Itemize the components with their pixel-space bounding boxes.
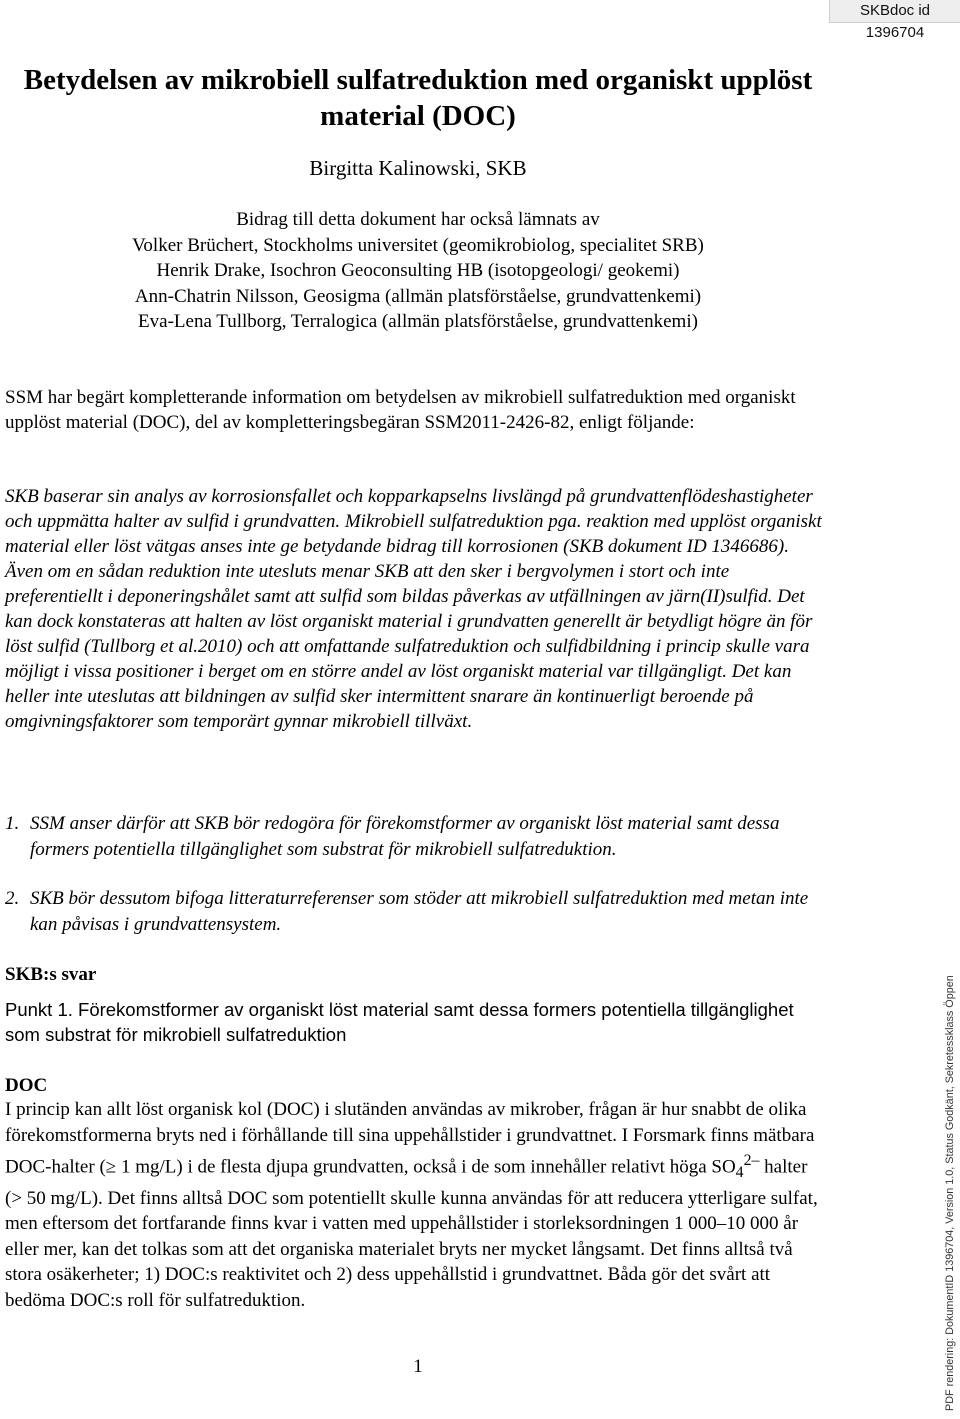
- contributor-line: Volker Brüchert, Stockholms universitet (geomikrobiolog, specialitet SRB): [132, 234, 704, 256]
- pdf-rendering-text: PDF rendering: DokumentID 1396704, Version 1.0, Status Godkänt, Sekretessklass Öppen: [944, 975, 956, 1411]
- list-item-text: SSM anser därför att SKB bör redogöra för förekomstformer av organiskt löst material samt dessa formers potentiella tillgänglighet som substrat för mikrobiell sulfatreduktion.: [30, 813, 780, 860]
- sulfate-superscript: 2–: [743, 1152, 760, 1169]
- title-line-2: material (DOC): [320, 100, 516, 132]
- geq-symbol: ≥: [105, 1156, 117, 1178]
- document-id-label: SKBdoc id 1396704: [829, 0, 960, 23]
- sulfate-subscript: 4: [735, 1164, 744, 1182]
- doc-paragraph-part-3: halter (> 50 mg/L). Det finns alltså DOC som potentiellt skulle kunna användas för att reducera ytterligare sulfat, men eftersom det fortfarande finns kvar i vatten med uppehållstider i storleksordningen 1 000–10 000 år eller mer, kan det tolkas som att det organiska materialet bryts ner mycket långsamt. Det finns alltså två stora osäkerheter; 1) DOC:s reaktivitet och 2) dess uppehållstid i grundvattnet. Båda gör det svårt att bedöma DOC:s roll för sulfatreduktion.: [5, 1156, 818, 1311]
- answer-heading: SKB:s svar: [5, 964, 97, 985]
- list-item-text: SKB bör dessutom bifoga litteraturreferenser som stöder att mikrobiell sulfatreduktion med metan inte kan påvisas i grundvattensystem.: [30, 888, 809, 935]
- pdf-rendering-footer: [938, 971, 958, 1411]
- doc-paragraph-part-1: I princip kan allt löst organisk kol (DOC) i slutänden användas av mikrober, frågan är hur snabbt de olika förekomstformerna bryts ned i förhållande till sina uppehållstider i grundvattnet. I Forsmark finns mätbara DOC-halter (: [5, 1099, 815, 1178]
- list-item-number: 1.: [5, 813, 20, 834]
- document-title: [0, 62, 836, 134]
- title-line-1: Betydelsen av mikrobiell sulfatreduktion med organiskt upplöst: [23, 64, 813, 96]
- list-item: [5, 811, 825, 862]
- list-item-number: 2.: [5, 888, 20, 909]
- subsection-heading-doc: DOC: [5, 1075, 48, 1096]
- contributor-line: Eva-Lena Tullborg, Terralogica (allmän platsförståelse, grundvattenkemi): [138, 311, 698, 333]
- contributors-intro: Bidrag till detta dokument har också lämnats av: [236, 209, 600, 230]
- contributors-block: [0, 207, 836, 335]
- contributor-line: Henrik Drake, Isochron Geoconsulting HB (isotopgeologi/ geokemi): [156, 260, 680, 282]
- contributor-line: Ann-Chatrin Nilsson, Geosigma (allmän platsförståelse, grundvattenkemi): [134, 285, 702, 307]
- request-paragraph: SSM har begärt kompletterande information om betydelsen av mikrobiell sulfatreduktion med organiskt upplöst material (DOC), del av kompletteringsbegäran SSM2011-2426-82, enligt följande:: [5, 387, 796, 433]
- doc-paragraph-part-2: 1 mg/L) i de flesta djupa grundvatten, också i de som innehåller relativt höga SO: [116, 1156, 736, 1178]
- page-number: 1: [413, 1356, 423, 1377]
- section-heading-punkt-1: Punkt 1. Förekomstformer av organiskt löst material samt dessa formers potentiella tillgänglighet som substrat för mikrobiell sulfatreduktion: [5, 999, 794, 1045]
- list-item: [5, 886, 825, 937]
- author-line: Birgitta Kalinowski, SKB: [309, 156, 527, 180]
- quoted-request-paragraph: SKB baserar sin analys av korrosionsfallet och kopparkapselns livslängd på grundvattenflödeshastigheter och uppmätta halter av sulfid i grundvatten. Mikrobiell sulfatreduktion pga. reaktion med upplöst organiskt material eller löst vätgas anses inte ge betydande bidrag till korrosionen (SKB dokument ID 1346686). Även om en sådan reduktion inte utesluts menar SKB att den sker i bergvolymen i stort och inte preferentiellt i deponeringshålet samt att sulfid som bildas påverkas av utfällningen av järn(II)sulfid. Det kan dock konstateras att halten av löst organiskt material i grundvatten generellt är betydligt högre än för löst sulfid (Tullborg et al.2010) och att omfattande sulfatreduktion och sulfidbildning i princip skulle vara möjligt i vissa positioner i berget om en större andel av löst organiskt material var tillgängligt. Det kan heller inte uteslutas att bildningen av sulfid sker intermittent snarare än kontinuerligt beroende på omgivningsfaktorer som temporärt gynnar mikrobiell tillväxt.: [5, 486, 822, 732]
- doc-paragraph: [5, 1097, 825, 1313]
